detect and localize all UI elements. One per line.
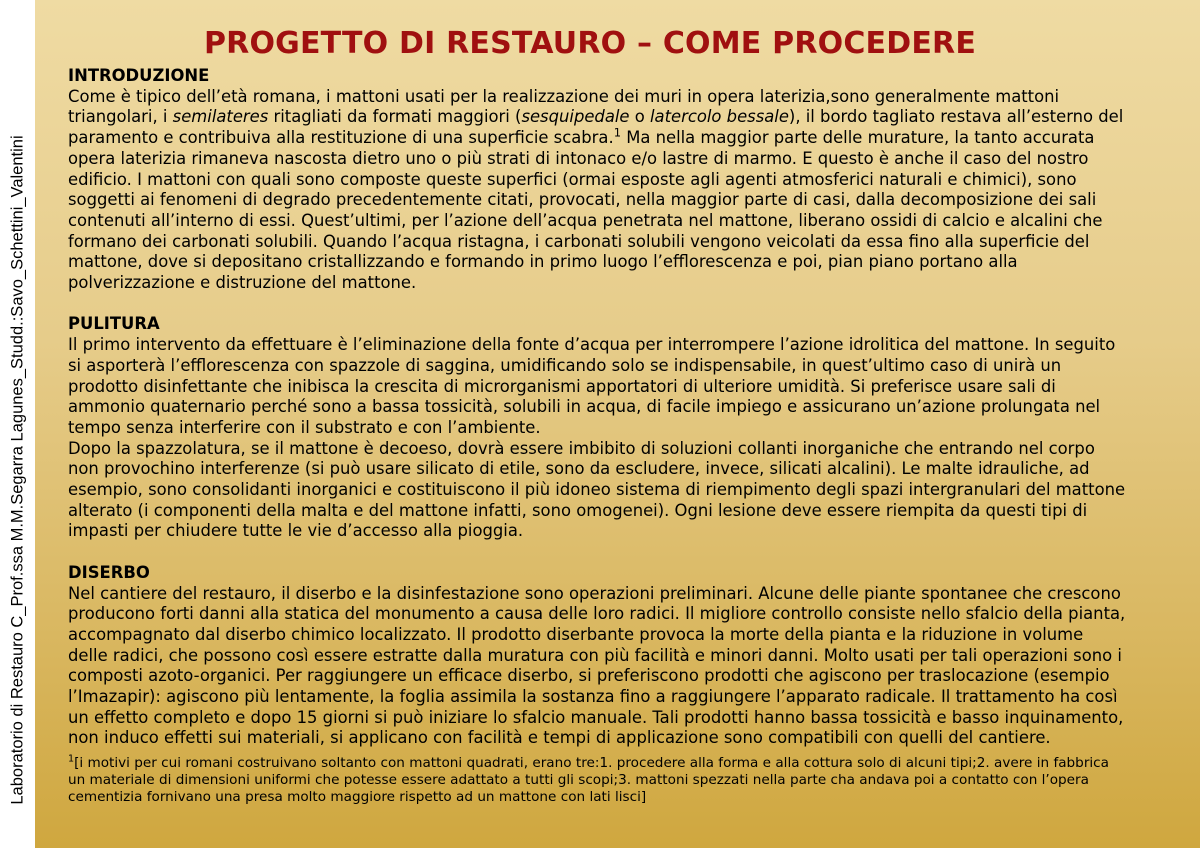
footnote [68, 755, 1128, 806]
intro-paragraph: Come è tipico dell’età romana, i mattoni usati per la realizzazione dei muri in opera laterizia,sono generalmente mattoni triangolari, i semilateres ritagliati da formati maggiori (sesquipedale o latercolo bessale), il bordo tagliato restava all’esterno del paramento e contribuiva alla restituzione di una superficie scabra.$^1$ Ma nella maggior parte delle murature, la tanto accurata opera laterizia rimaneva nascosta dietro uno o più strati di intonaco e/o lastre di marmo. E questo è anche il caso del nostro edificio. I mattoni con quali sono composte queste superfici (ormai esposte agli agenti atmosferici naturali e chimici), sono soggetti ai fenomeni di degrado precedentemente citati, provocati, nella maggior parte di casi, dalla decomposizione dei sali contenuti all’interno di essi. Quest’ultimi, per l’azione dell’acqua penetrata nel mattone, liberano ossidi di calcio e alcalini che formano dei carbonati solubili. Quando l’acqua ristagna, i carbonati solubili vengono veicolati da essa fino alla superficie del mattone, dove si depositano cristallizzando e formando in primo luogo l’efflorescenza e poi, pian piano portano alla polverizzazione e distruzione del mattone. [68, 86, 1124, 293]
diserbo-paragraph: Nel cantiere del restauro, il diserbo e la disinfestazione sono operazioni preliminari. Alcune delle piante spontanee che crescono producono forti danni alla statica del monumento a causa delle loro radici. Il migliore controllo consiste nello sfalcio della pianta, accompagnato dal diserbo chimico localizzato. Il prodotto diserbante provoca la morte della pianta e la riduzione in volume delle radici, che possono così essere estratte dalla muratura con più facilità e minori danni. Molto usati per tali operazioni sono i composti azoto-organici. Per raggiungere un efficace diserbo, si preferiscono prodotti che agiscono per traslocazione (esempio l’Imazapir): agiscono più lentamente, la foglia assimila la sostanza fino a raggiungere l’apparato radicale. Il trattamento ha così un effetto completo e dopo 15 giorni si può iniziare lo sfalcio manuale. Tali prodotti hanno bassa tossicità e basso inquinamento, non induco effetti sui materiali, si applicano con facilità e tempi di applicazione sono compatibili con quelli del cantiere. [68, 583, 1126, 748]
slide [35, 0, 1200, 848]
section-heading-pulitura: PULITURA [68, 314, 160, 334]
page-title: PROGETTO DI RESTAURO – COME PROCEDERE [203, 26, 977, 61]
footnote-text: [i motivi per cui romani costruivano soltanto con mattoni quadrati, erano tre:1. procedere alla forma e alla cottura solo di alcuni tipi;2. avere in fabbrica un materiale di dimensioni uniformi che potesse essere adattato a tutti gli scopi;3. mattoni spezzati nella parte cha andava poi a contatto con l’opera cementizia fornivano una presa molto maggiore rispetto ad un mattone con lati lisci] [68, 755, 1109, 806]
footnote-reference: 1 [613, 125, 621, 140]
pulitura-paragraph-1: Il primo intervento da effettuare è l’eliminazione della fonte d’acqua per interrompere l’azione idrolitica del mattone. In seguito si asporterà l’efflorescenza con spazzole di saggina, umidificando solo se indispensabile, in quest’ultimo caso di unirà un prodotto disinfettante che inibisca la crescita di microrganismi apportatori di ulteriore umidità. Si preferisce usare sali di ammonio quaternario perché sono a bassa tossicità, solubili in acqua, di facile impiego e assicurano un’azione prolungata nel tempo senza interferire con il substrato e con l’ambiente. [68, 335, 1116, 437]
side-strip [0, 0, 34, 848]
footnote-marker: 1 [68, 753, 75, 765]
pulitura-paragraph-2: Dopo la spazzolatura, se il mattone è decoeso, dovrà essere imbibito di soluzioni collanti inorganiche che entrando nel corpo non provochino interferenze (si può usare silicato di etile, sono da escludere, invece, silicati alcalini). Le malte idrauliche, ad esempio, sono consolidanti inorganici e costituiscono il più idoneo sistema di riempimento degli spazi intergranulari del mattone alterato (i componenti della malta e del mattone infatti, sono omogenei). Ogni lesione deve essere riempita da questi tipi di impasti per chiudere tutte le vie d’accesso alla pioggia. [68, 438, 1126, 541]
section-heading-introduzione: INTRODUZIONE [68, 66, 210, 85]
section-heading-diserbo: DISERBO [68, 562, 150, 582]
slide-content [68, 66, 1128, 806]
author-credit-label: Laboratorio di Restauro C_Prof.ssa M.M.Segarra Lagunes_Studd.:Savo_Schettini_Valentini [8, 135, 27, 805]
